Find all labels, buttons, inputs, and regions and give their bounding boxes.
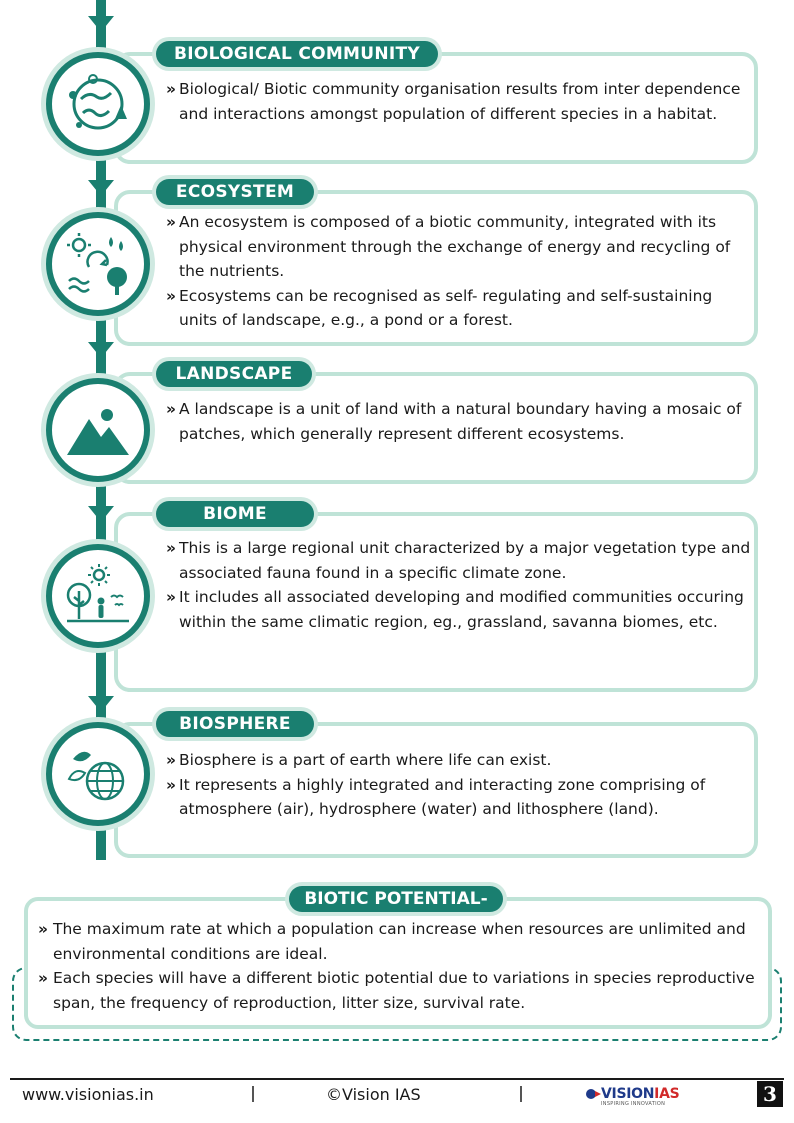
bullet-item: » Ecosystems can be recognised as self- regulating and self-sustaining units of landscape, e.g., a pond or a forest.	[166, 284, 751, 333]
bullet-item: » Biosphere is a part of earth where life can exist.	[166, 748, 751, 773]
timeline-arrow	[88, 506, 114, 522]
bullet-item: » The maximum rate at which a population can increase when resources are unlimited and environmental conditions are ideal.	[38, 917, 768, 966]
bullet-item: » It represents a highly integrated and interacting zone comprising of atmosphere (air), hydrosphere (water) and lithosphere (land).	[166, 773, 751, 822]
section-title: BIOME	[156, 501, 314, 527]
section-title: BIOSPHERE	[156, 711, 314, 737]
section-title: BIOLOGICAL COMMUNITY	[156, 41, 438, 67]
biological-community-icon	[46, 52, 150, 156]
page-number: 3	[757, 1081, 783, 1107]
section-bullets	[166, 77, 751, 126]
ecosystem-cycle-icon	[46, 212, 150, 316]
footer-website[interactable]: www.visionias.in	[22, 1085, 154, 1104]
section-bullets	[166, 397, 751, 446]
section-bullets	[166, 748, 751, 822]
timeline-arrow	[88, 180, 114, 196]
bullet-item: » Each species will have a different biotic potential due to variations in species reproductive span, the frequency of reproduction, litter size, survival rate.	[38, 966, 768, 1015]
biotic-potential-bullets	[38, 917, 768, 1015]
logo-main-text: VISION	[601, 1086, 655, 1102]
vision-ias-logo	[585, 1087, 679, 1107]
footer-separator	[520, 1086, 522, 1102]
footer-divider	[10, 1078, 784, 1080]
bullet-item: » This is a large regional unit characterized by a major vegetation type and associated fauna found in a specific climate zone.	[166, 536, 751, 585]
timeline-arrow	[88, 696, 114, 712]
section-bullets	[166, 536, 751, 634]
biome-tree-sun-icon	[46, 544, 150, 648]
bullet-item: » Biological/ Biotic community organisation results from inter dependence and interactions amongst population of different species in a habitat.	[166, 77, 751, 126]
globe-leaves-icon	[46, 722, 150, 826]
section-title: ECOSYSTEM	[156, 179, 314, 205]
biotic-potential-title: BIOTIC POTENTIAL-	[289, 886, 503, 912]
mountain-icon	[46, 378, 150, 482]
logo-mark-icon	[585, 1087, 601, 1101]
section-bullets	[166, 210, 751, 333]
timeline-arrow	[88, 342, 114, 358]
bullet-item: » A landscape is a unit of land with a natural boundary having a mosaic of patches, which generally represent different ecosystems.	[166, 397, 751, 446]
logo-wordmark	[601, 1087, 679, 1101]
timeline-arrow	[88, 16, 114, 32]
logo-tagline: INSPIRING INNOVATION	[601, 1101, 666, 1107]
section-title: LANDSCAPE	[156, 361, 312, 387]
logo-accent-text: IAS	[654, 1086, 680, 1102]
footer-separator	[252, 1086, 254, 1102]
bullet-item: » An ecosystem is composed of a biotic community, integrated with its physical environment through the exchange of energy and recycling of the nutrients.	[166, 210, 751, 284]
footer-copyright: ©Vision IAS	[326, 1085, 421, 1104]
bullet-item: » It includes all associated developing and modified communities occuring within the same climatic region, eg., grassland, savanna biomes, etc.	[166, 585, 751, 634]
